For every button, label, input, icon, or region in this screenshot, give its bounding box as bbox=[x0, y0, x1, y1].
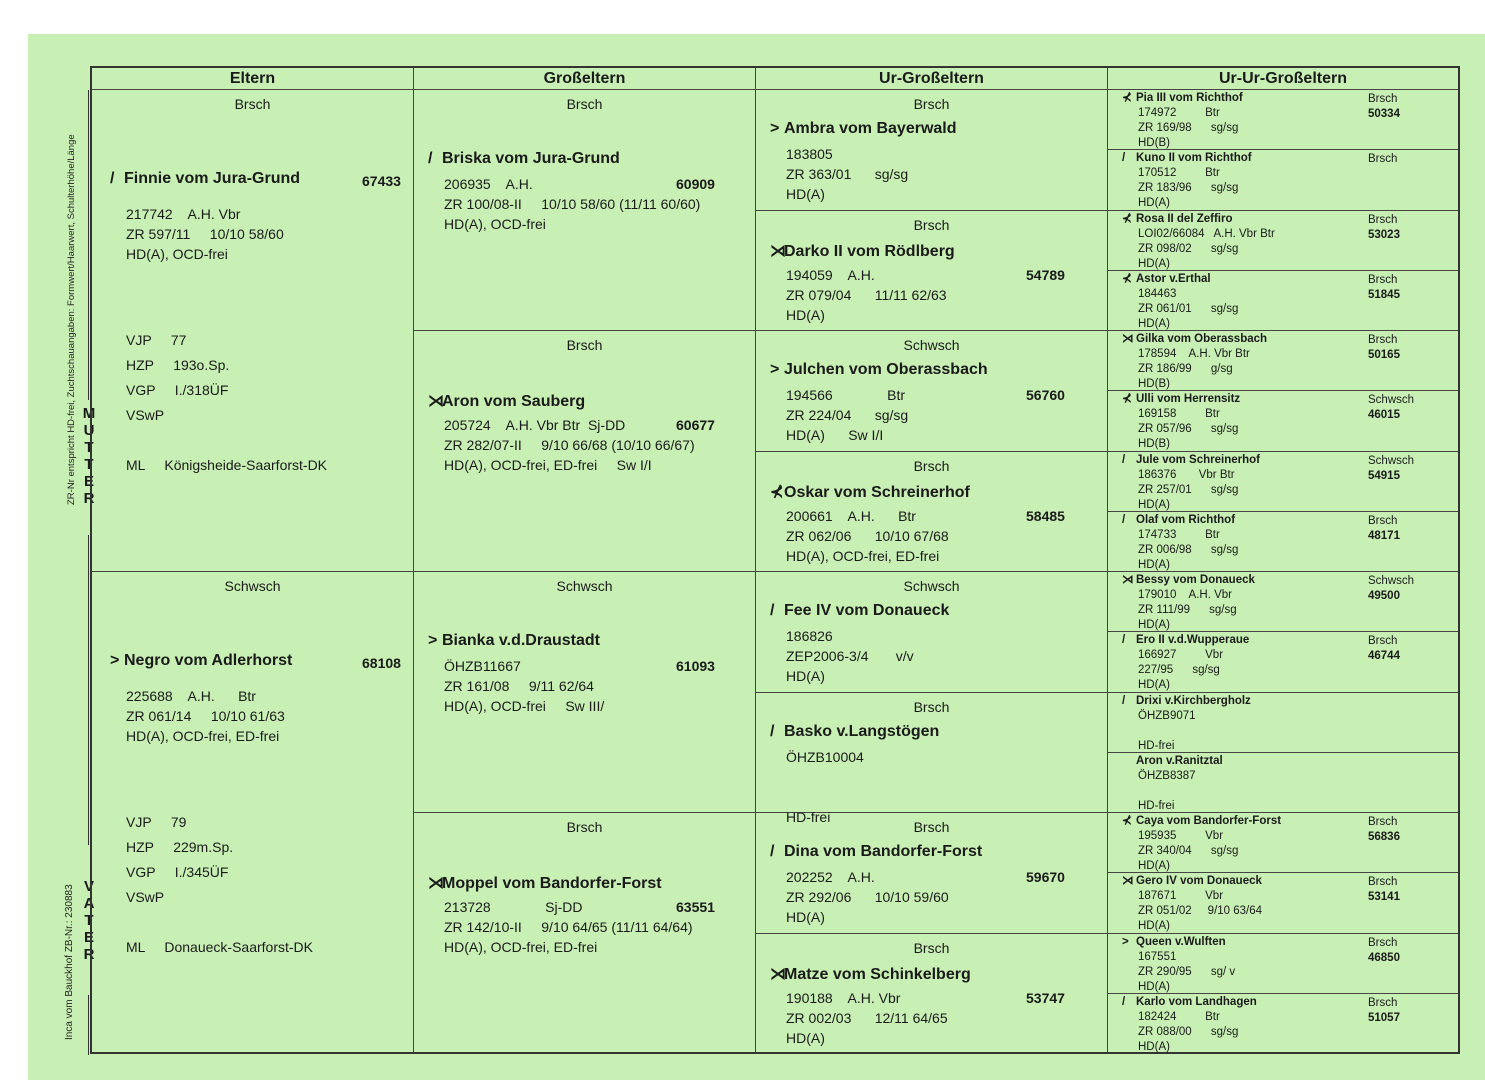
great-grandparent-cell bbox=[756, 934, 1107, 1055]
studbook-number: 54789 bbox=[1026, 266, 1065, 283]
studbook-number: 48171 bbox=[1368, 529, 1400, 542]
breed-label: Brsch bbox=[1368, 996, 1398, 1009]
father-letter: V bbox=[83, 878, 94, 895]
mother-letter: M bbox=[82, 405, 96, 422]
dog-name bbox=[428, 632, 600, 650]
great-grandparent-cell bbox=[756, 813, 1107, 934]
mother-letter: U bbox=[83, 422, 95, 439]
breed-label: Schwsch bbox=[1368, 394, 1415, 407]
performance-tests: VJP 79 HZP 229m.Sp. VGP I./345ÜF VSwP ML Donaueck-Saarforst-DK bbox=[126, 814, 313, 955]
dog-name-text: Queen v.Wulften bbox=[1136, 935, 1226, 948]
dog-name bbox=[1122, 332, 1267, 347]
dog-name bbox=[770, 602, 949, 620]
dog-name bbox=[1122, 151, 1252, 166]
dog-info: ÖHZB8387 HD-frei bbox=[1138, 769, 1196, 812]
dog-info: 213728 Sj-DD ZR 142/10-II 9/10 64/65 (11/11 64/64) HD(A), OCD-frei, ED-frei bbox=[444, 899, 693, 955]
sex-mark: ⊀ bbox=[1122, 272, 1132, 285]
breed-label: Brsch bbox=[566, 337, 603, 353]
great-grandparent-cell bbox=[756, 693, 1107, 825]
great-great-grandparent-cell bbox=[1108, 632, 1458, 692]
breed-label: Brsch bbox=[913, 457, 950, 474]
great-great-grandparent-cell bbox=[1108, 211, 1458, 271]
studbook-number: 50165 bbox=[1368, 349, 1400, 361]
great-great-grandparent-cell bbox=[1108, 934, 1458, 994]
dog-name-text: Moppel vom Bandorfer-Forst bbox=[442, 875, 662, 892]
father-letter: R bbox=[83, 946, 95, 963]
grandparent-cell bbox=[414, 572, 755, 813]
studbook-number: 56836 bbox=[1368, 831, 1400, 843]
dog-name-text: Gero IV vom Donaueck bbox=[1136, 875, 1262, 888]
sex-mark: > bbox=[770, 120, 780, 137]
header-grosseltern: Großeltern bbox=[414, 68, 755, 90]
dog-info: 169158 Btr ZR 057/96 sg/sg HD(B) bbox=[1138, 408, 1239, 451]
dog-name-text: Briska vom Jura-Grund bbox=[442, 150, 620, 167]
breed-label: Brsch bbox=[1368, 936, 1398, 949]
sex-mark: ⊀ bbox=[1122, 815, 1132, 827]
mother-letter: R bbox=[83, 490, 95, 507]
dog-name bbox=[428, 391, 585, 411]
dog-name bbox=[770, 723, 939, 741]
dog-name bbox=[110, 170, 300, 188]
dog-info: 170512 Btr ZR 183/96 sg/sg HD(A) bbox=[1138, 167, 1239, 210]
dog-name-text: Ulli vom Herrensitz bbox=[1136, 393, 1241, 406]
studbook-number: 46850 bbox=[1368, 951, 1400, 964]
sex-mark: > bbox=[110, 652, 120, 669]
dog-info: 194059 A.H. ZR 079/04 11/11 62/63 HD(A) bbox=[786, 266, 947, 323]
dog-name-text: Gilka vom Oberassbach bbox=[1136, 333, 1268, 345]
great-grandparent-cell bbox=[756, 331, 1107, 452]
dog-info: 202252 A.H. ZR 292/06 10/10 59/60 HD(A) bbox=[786, 869, 949, 925]
sex-mark: ⋊ bbox=[428, 393, 444, 410]
breed-label: Brsch bbox=[1368, 816, 1398, 828]
sex-mark: > bbox=[770, 361, 780, 378]
sex-mark: ⊀ bbox=[1122, 393, 1132, 406]
studbook-number: 50334 bbox=[1368, 108, 1400, 120]
dog-name bbox=[770, 843, 982, 861]
dog-info: 182424 Btr ZR 088/00 sg/sg HD(A) bbox=[1138, 1010, 1239, 1053]
dog-name-text: Karlo vom Landhagen bbox=[1136, 995, 1257, 1008]
dog-name-text: Basko v.Langstögen bbox=[784, 722, 940, 740]
col-urur bbox=[1108, 68, 1458, 1052]
dog-name-text: Dina vom Bandorfer-Forst bbox=[784, 843, 983, 860]
dog-info: 200661 A.H. Btr ZR 062/06 10/10 67/68 HD(A), OCD-frei, ED-frei bbox=[786, 507, 949, 564]
col-ur bbox=[756, 68, 1108, 1052]
breed-label: Brsch bbox=[1368, 93, 1398, 105]
dog-info: 190188 A.H. Vbr ZR 002/03 12/11 64/65 HD(A) bbox=[786, 989, 948, 1046]
dog-name bbox=[1122, 694, 1251, 709]
dog-name bbox=[770, 120, 957, 138]
studbook-number: 61093 bbox=[676, 658, 715, 674]
studbook-number: 60909 bbox=[676, 176, 715, 192]
dog-name bbox=[1122, 272, 1211, 287]
studbook-number: 46015 bbox=[1368, 409, 1400, 422]
great-great-grandparent-cell bbox=[1108, 572, 1458, 632]
studbook-number: 60677 bbox=[676, 417, 715, 433]
dog-name bbox=[1122, 573, 1255, 588]
breed-label: Schwsch bbox=[903, 578, 960, 594]
grandparent-cell bbox=[414, 813, 755, 1054]
dog-name-text: Aron v.Ranitztal bbox=[1136, 754, 1223, 767]
breed-label: Brsch bbox=[566, 819, 603, 835]
dog-name-text: Oskar vom Schreinerhof bbox=[784, 483, 970, 501]
dog-name bbox=[770, 241, 955, 261]
performance-tests: VJP 77 HZP 193o.Sp. VGP I./318ÜF VSwP ML Königsheide-Saarforst-DK bbox=[126, 332, 328, 473]
breed-label: Brsch bbox=[913, 819, 950, 835]
breed-label: Schwsch bbox=[224, 578, 281, 594]
sex-mark: ⋊ bbox=[428, 875, 444, 892]
studbook-number: 58485 bbox=[1026, 507, 1065, 524]
dog-info: 174972 Btr ZR 169/98 sg/sg HD(B) bbox=[1138, 107, 1239, 149]
grandparent-cell bbox=[414, 331, 755, 572]
breed-label: Brsch bbox=[1368, 635, 1398, 648]
col-eltern bbox=[92, 68, 414, 1052]
sex-mark: ⋊ bbox=[770, 242, 786, 260]
dog-info: ÖHZB10004 HD-frei bbox=[786, 748, 864, 825]
breed-label: Brsch bbox=[913, 939, 950, 956]
mother-letter: T bbox=[84, 439, 94, 456]
breed-label: Brsch bbox=[1368, 514, 1398, 527]
dog-name-text: Caya vom Bandorfer-Forst bbox=[1136, 815, 1282, 827]
breed-label: Brsch bbox=[1368, 273, 1398, 286]
breed-label: Schwsch bbox=[903, 337, 960, 353]
dog-name bbox=[770, 482, 970, 502]
great-great-grandparent-cell bbox=[1108, 271, 1458, 331]
dog-name bbox=[1122, 814, 1281, 829]
dog-info: ÖHZB9071 HD-frei bbox=[1138, 709, 1196, 752]
sex-mark: > bbox=[1122, 935, 1129, 948]
dog-name-text: Aron vom Sauberg bbox=[442, 393, 586, 410]
dog-name-text: Bessy vom Donaueck bbox=[1136, 574, 1255, 586]
dog-name bbox=[1122, 754, 1223, 769]
studbook-number: 53747 bbox=[1026, 989, 1065, 1006]
studbook-number: 51057 bbox=[1368, 1011, 1400, 1024]
great-great-grandparent-cell bbox=[1108, 512, 1458, 572]
breed-label: Brsch bbox=[913, 698, 950, 715]
breed-label: Schwsch bbox=[556, 578, 613, 594]
sex-mark: ⊀ bbox=[1122, 92, 1132, 104]
dog-name bbox=[1122, 633, 1249, 648]
breed-label: Brsch bbox=[1368, 153, 1398, 166]
studbook-number: 56760 bbox=[1026, 387, 1065, 403]
dog-name-text: Fee IV vom Donaueck bbox=[784, 602, 950, 619]
breed-label: Brsch bbox=[566, 96, 603, 112]
great-grandparent-cell bbox=[756, 452, 1107, 573]
dog-name-text: Olaf vom Richthof bbox=[1136, 513, 1236, 526]
studbook-number: 49500 bbox=[1368, 590, 1400, 602]
great-grandparent-cell bbox=[756, 572, 1107, 693]
dog-info: 186826 ZEP2006-3/4 v/v HD(A) bbox=[786, 628, 914, 684]
dog-info: 217742 A.H. Vbr ZR 597/11 10/10 58/60 HD(A), OCD-frei bbox=[126, 206, 284, 262]
sex-mark: ⊀ bbox=[1122, 212, 1132, 225]
sex-mark: / bbox=[770, 602, 775, 619]
dog-name bbox=[1122, 453, 1260, 468]
sex-mark: ⋊ bbox=[1122, 333, 1134, 345]
dog-info: 178594 A.H. Vbr Btr ZR 186/99 g/sg HD(B) bbox=[1138, 348, 1250, 390]
dog-name bbox=[1122, 91, 1243, 106]
dog-info: 174733 Btr ZR 006/98 sg/sg HD(A) bbox=[1138, 528, 1239, 571]
dog-name-text: Matze vom Schinkelberg bbox=[784, 965, 971, 983]
breed-label: Brsch bbox=[1368, 334, 1398, 346]
dog-name bbox=[1122, 513, 1235, 528]
dog-name bbox=[770, 964, 971, 984]
sex-mark: / bbox=[1122, 995, 1126, 1008]
dog-info: LOI02/66084 A.H. Vbr Btr ZR 098/02 sg/sg HD(A) bbox=[1138, 227, 1275, 270]
great-great-grandparent-cell bbox=[1108, 150, 1458, 210]
father-letter: A bbox=[83, 895, 95, 912]
side-note-left: Inca vom Bauckhof ZB-Nr.: 230883 bbox=[64, 884, 75, 1040]
sex-mark: / bbox=[1122, 152, 1126, 165]
dog-info: 166927 Vbr 227/95 sg/sg HD(A) bbox=[1138, 649, 1224, 692]
mother-line-bottom bbox=[88, 535, 89, 845]
dog-name bbox=[110, 652, 292, 670]
sex-mark: / bbox=[1122, 694, 1126, 707]
great-grandparent-cell bbox=[756, 90, 1107, 211]
great-great-grandparent-cell bbox=[1108, 813, 1458, 873]
breed-label: Brsch bbox=[1368, 876, 1398, 889]
studbook-number: 68108 bbox=[362, 655, 401, 671]
sex-mark: ⋊ bbox=[1122, 574, 1134, 586]
great-great-grandparent-cell bbox=[1108, 331, 1458, 391]
great-great-grandparent-cell bbox=[1108, 994, 1458, 1054]
breed-label: Schwsch bbox=[1368, 454, 1415, 467]
sex-mark: / bbox=[770, 722, 775, 740]
dog-name-text: Darko II vom Rödlberg bbox=[784, 242, 955, 260]
breed-label: Brsch bbox=[913, 96, 950, 112]
studbook-number: 46744 bbox=[1368, 650, 1400, 663]
dog-name-text: Jule vom Schreinerhof bbox=[1136, 453, 1260, 466]
dog-name bbox=[770, 361, 988, 379]
dog-info: 225688 A.H. Btr ZR 061/14 10/10 61/63 HD(A), OCD-frei, ED-frei bbox=[126, 688, 285, 744]
side-note-left2: ZR-Nr entspricht HD-frei, Zuchtschauangaben: Formwert/Haarwert, Schulterhöhe/Länge bbox=[66, 134, 77, 505]
header-urur: Ur-Ur-Großeltern bbox=[1108, 68, 1458, 90]
great-great-grandparent-cell bbox=[1108, 873, 1458, 933]
father-letter: T bbox=[84, 912, 94, 929]
pedigree-table bbox=[90, 66, 1460, 1054]
dog-name bbox=[428, 150, 620, 168]
studbook-number: 53023 bbox=[1368, 228, 1400, 241]
dog-info: 167551 ZR 290/95 sg/ v HD(A) bbox=[1138, 950, 1236, 993]
dog-info: 187671 Vbr ZR 051/02 9/10 63/64 HD(A) bbox=[1138, 890, 1263, 933]
dog-name bbox=[1122, 874, 1262, 889]
dog-name bbox=[1122, 212, 1233, 227]
studbook-number: 67433 bbox=[362, 173, 401, 189]
breed-label: Brsch bbox=[913, 216, 950, 233]
dog-info: 186376 Vbr Btr ZR 257/01 sg/sg HD(A) bbox=[1138, 468, 1239, 511]
dog-name-text: Pia III vom Richthof bbox=[1136, 92, 1243, 104]
sex-mark: / bbox=[1122, 634, 1126, 647]
sex-mark: / bbox=[1122, 453, 1126, 466]
father-line-bottom bbox=[88, 995, 89, 1055]
dog-info: 194566 Btr ZR 224/04 sg/sg HD(A) Sw I/I bbox=[786, 387, 909, 443]
mother-letter: E bbox=[83, 473, 94, 490]
sex-mark: / bbox=[110, 170, 115, 187]
dog-name-text: Drixi v.Kirchbergholz bbox=[1136, 694, 1251, 707]
great-grandparent-cell bbox=[756, 211, 1107, 332]
header-eltern: Eltern bbox=[92, 68, 413, 90]
studbook-number: 59670 bbox=[1026, 869, 1065, 885]
dog-name-text: Rosa II del Zeffiro bbox=[1136, 212, 1233, 225]
breed-label: Brsch bbox=[1368, 213, 1398, 226]
studbook-number: 63551 bbox=[676, 899, 715, 915]
sex-mark: ⋊ bbox=[770, 965, 786, 983]
mother-line-top bbox=[88, 90, 89, 400]
col-grosseltern bbox=[414, 68, 756, 1052]
studbook-number: 51845 bbox=[1368, 288, 1400, 301]
dog-name-text: Ero II v.d.Wupperaue bbox=[1136, 634, 1250, 647]
studbook-number: 54915 bbox=[1368, 469, 1400, 482]
breed-label: Brsch bbox=[234, 96, 271, 112]
dog-info: 184463 ZR 061/01 sg/sg HD(A) bbox=[1138, 287, 1239, 330]
dog-info: 206935 A.H. ZR 100/08-II 10/10 58/60 (11/11 60/60) HD(A), OCD-frei bbox=[444, 176, 701, 232]
dog-name-text: Astor v.Erthal bbox=[1136, 272, 1211, 285]
dog-name-text: Finnie vom Jura-Grund bbox=[124, 170, 301, 187]
dog-name-text: Ambra vom Bayerwald bbox=[784, 120, 957, 137]
studbook-number: 53141 bbox=[1368, 891, 1400, 904]
great-great-grandparent-cell bbox=[1108, 391, 1458, 451]
dog-info: 195935 Vbr ZR 340/04 sg/sg HD(A) bbox=[1138, 830, 1239, 872]
dog-info: 205724 A.H. Vbr Btr Sj-DD ZR 282/07-II 9/10 66/68 (10/10 66/67) HD(A), OCD-frei, ED-frei Sw I/I bbox=[444, 417, 695, 473]
sex-mark: / bbox=[770, 843, 775, 860]
parent-cell bbox=[92, 572, 413, 1054]
sex-mark: ⋊ bbox=[1122, 875, 1134, 888]
sex-mark: > bbox=[428, 632, 438, 649]
great-great-grandparent-cell bbox=[1108, 693, 1458, 753]
dog-name bbox=[1122, 995, 1257, 1010]
dog-name bbox=[1122, 392, 1240, 407]
father-letter: E bbox=[83, 929, 94, 946]
grandparent-cell bbox=[414, 90, 755, 331]
dog-info: ÖHZB11667 ZR 161/08 9/11 62/64 HD(A), OCD-frei Sw III/ bbox=[444, 658, 605, 714]
great-great-grandparent-cell bbox=[1108, 90, 1458, 150]
dog-name bbox=[428, 873, 662, 893]
great-great-grandparent-cell bbox=[1108, 753, 1458, 813]
dog-name-text: Bianka v.d.Draustadt bbox=[442, 632, 600, 649]
sex-mark: / bbox=[1122, 513, 1126, 526]
great-great-grandparent-cell bbox=[1108, 452, 1458, 512]
parent-cell bbox=[92, 90, 413, 572]
sex-mark: ⊀ bbox=[770, 483, 784, 501]
mother-letter: T bbox=[84, 456, 94, 473]
dog-name-text: Julchen vom Oberassbach bbox=[784, 361, 988, 378]
dog-name-text: Kuno II vom Richthof bbox=[1136, 152, 1252, 165]
dog-name bbox=[1122, 935, 1226, 950]
dog-name-text: Negro vom Adlerhorst bbox=[124, 652, 293, 669]
dog-info: 179010 A.H. Vbr ZR 111/99 sg/sg HD(A) bbox=[1138, 589, 1237, 631]
breed-label: Schwsch bbox=[1368, 575, 1415, 587]
sex-mark: / bbox=[428, 150, 433, 167]
header-ur: Ur-Großeltern bbox=[756, 68, 1107, 90]
dog-info: 183805 ZR 363/01 sg/sg HD(A) bbox=[786, 146, 909, 202]
